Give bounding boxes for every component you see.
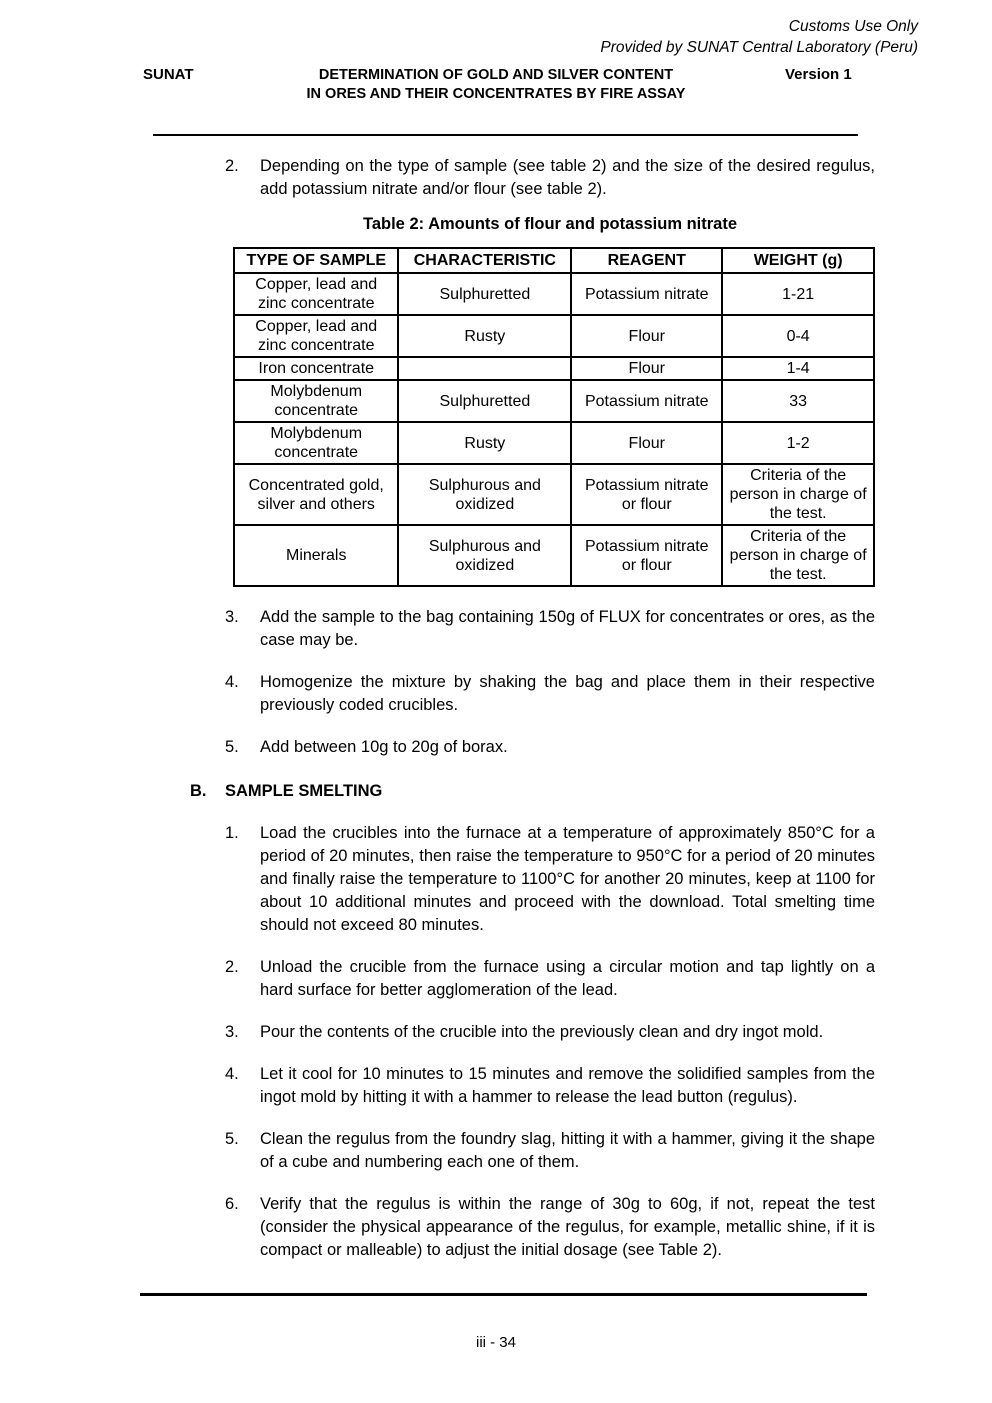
cell-reagent: Flour <box>571 357 722 380</box>
item-text: Load the crucibles into the furnace at a temperature of approximately 850°C for a period of 20 minutes, then raise the temperature to 950°C for a period of 20 minutes and finally raise the temperature to 1100°C for another 20 minutes, keep at 1100 for about 10 additional minutes and proceed with the download. Total smelting time should not exceed 80 minutes. <box>260 824 875 934</box>
item-text: Let it cool for 10 minutes to 15 minutes and remove the solidified samples from the ingot mold by hitting it with a hammer to release the lead button (regulus). <box>260 1065 875 1106</box>
cell-reagent: Potassium nitrate <box>571 273 722 315</box>
column-header-weight: WEIGHT (g) <box>722 248 874 273</box>
cell-characteristic: Rusty <box>398 315 571 357</box>
section-letter: B. <box>190 782 207 800</box>
cell-weight: 1-4 <box>722 357 874 380</box>
cell-reagent: Flour <box>571 315 722 357</box>
list-section-a <box>225 155 875 201</box>
item-text: Add the sample to the bag containing 150g of FLUX for concentrates or ores, as the case may be. <box>260 608 875 649</box>
table-row <box>234 422 874 464</box>
version-label: Version 1 <box>785 66 852 83</box>
table-row <box>234 525 874 586</box>
cell-characteristic: Sulphurous and oxidized <box>398 464 571 525</box>
cell-weight: 1-21 <box>722 273 874 315</box>
numbered-list-item <box>225 956 875 1002</box>
document-header <box>0 66 992 112</box>
org-name: SUNAT <box>143 66 194 83</box>
item-text: Clean the regulus from the foundry slag, hitting it with a hammer, giving it the shape of a cube and numbering each one of them. <box>260 1130 875 1171</box>
cell-weight: Criteria of the person in charge of the test. <box>722 525 874 586</box>
cell-characteristic: Sulphuretted <box>398 273 571 315</box>
item-number: 2. <box>225 157 239 175</box>
numbered-list-item <box>225 1193 875 1262</box>
item-number: 4. <box>225 1065 239 1083</box>
footer-rule <box>140 1293 867 1296</box>
cell-characteristic: Rusty <box>398 422 571 464</box>
table-row <box>234 315 874 357</box>
numbered-list-item <box>225 155 875 201</box>
column-header-type-of-sample: TYPE OF SAMPLE <box>234 248 398 273</box>
section-b-body <box>225 822 875 1262</box>
cell-characteristic: Sulphurous and oxidized <box>398 525 571 586</box>
item-number: 6. <box>225 1195 239 1213</box>
cell-weight: 1-2 <box>722 422 874 464</box>
numbered-list-item <box>225 671 875 717</box>
header-rule <box>153 134 858 136</box>
cell-weight: Criteria of the person in charge of the test. <box>722 464 874 525</box>
item-number: 2. <box>225 958 239 976</box>
list-section-b <box>225 822 875 1262</box>
item-text: Depending on the type of sample (see table 2) and the size of the desired regulus, add potassium nitrate and/or flour (see table 2). <box>260 157 875 198</box>
item-number: 3. <box>225 1023 239 1041</box>
cell-type-of-sample: Molybdenum concentrate <box>234 380 398 422</box>
document-title-line1: DETERMINATION OF GOLD AND SILVER CONTENT <box>318 67 674 83</box>
table-row <box>234 380 874 422</box>
item-number: 1. <box>225 824 239 842</box>
document-title-line2: IN ORES AND THEIR CONCENTRATES BY FIRE ASSAY <box>306 86 686 102</box>
item-number: 5. <box>225 1130 239 1148</box>
cell-reagent: Potassium nitrate or flour <box>571 525 722 586</box>
column-header-characteristic: CHARACTERISTIC <box>398 248 571 273</box>
numbered-list-item <box>225 736 875 759</box>
numbered-list-item <box>225 1063 875 1109</box>
item-number: 4. <box>225 673 239 691</box>
list-section-a-continued <box>225 606 875 759</box>
reagents-table <box>233 247 875 587</box>
item-text: Verify that the regulus is within the range of 30g to 60g, if not, repeat the test (consider the physical appearance of the regulus, for example, metallic shine, if it is compact or malleable) to adjust the initial dosage (see Table 2). <box>260 1195 875 1259</box>
section-heading-text: SAMPLE SMELTING <box>225 782 383 800</box>
cell-reagent: Potassium nitrate <box>571 380 722 422</box>
classification-note <box>0 0 992 58</box>
page-number: iii - 34 <box>475 1334 516 1351</box>
cell-type-of-sample: Copper, lead and zinc concentrate <box>234 315 398 357</box>
cell-type-of-sample: Minerals <box>234 525 398 586</box>
item-text: Homogenize the mixture by shaking the bag and place them in their respective previously coded crucibles. <box>260 673 875 714</box>
document-body <box>225 155 875 759</box>
customs-use-only-text: Customs Use Only <box>788 18 918 35</box>
numbered-list-item <box>225 822 875 937</box>
numbered-list-item <box>225 1021 875 1044</box>
cell-reagent: Flour <box>571 422 722 464</box>
cell-type-of-sample: Copper, lead and zinc concentrate <box>234 273 398 315</box>
numbered-list-item <box>225 1128 875 1174</box>
table-body <box>234 273 874 586</box>
table-row <box>234 273 874 315</box>
item-number: 3. <box>225 608 239 626</box>
section-b-heading <box>190 780 875 803</box>
table-row <box>234 357 874 380</box>
cell-weight: 0-4 <box>722 315 874 357</box>
provided-by-text: Provided by SUNAT Central Laboratory (Peru) <box>600 39 918 56</box>
item-text: Unload the crucible from the furnace using a circular motion and tap lightly on a hard surface for better agglomeration of the lead. <box>260 958 875 999</box>
numbered-list-item <box>225 606 875 652</box>
cell-type-of-sample: Molybdenum concentrate <box>234 422 398 464</box>
item-number: 5. <box>225 738 239 756</box>
cell-characteristic: Sulphuretted <box>398 380 571 422</box>
cell-reagent: Potassium nitrate or flour <box>571 464 722 525</box>
table-row <box>234 464 874 525</box>
cell-type-of-sample: Concentrated gold, silver and others <box>234 464 398 525</box>
column-header-reagent: REAGENT <box>571 248 722 273</box>
cell-characteristic <box>398 357 571 380</box>
cell-type-of-sample: Iron concentrate <box>234 357 398 380</box>
table-title: Table 2: Amounts of flour and potassium nitrate <box>362 215 738 233</box>
item-text: Add between 10g to 20g of borax. <box>260 738 508 756</box>
cell-weight: 33 <box>722 380 874 422</box>
item-text: Pour the contents of the crucible into the previously clean and dry ingot mold. <box>260 1023 824 1041</box>
table-header-row <box>234 248 874 273</box>
